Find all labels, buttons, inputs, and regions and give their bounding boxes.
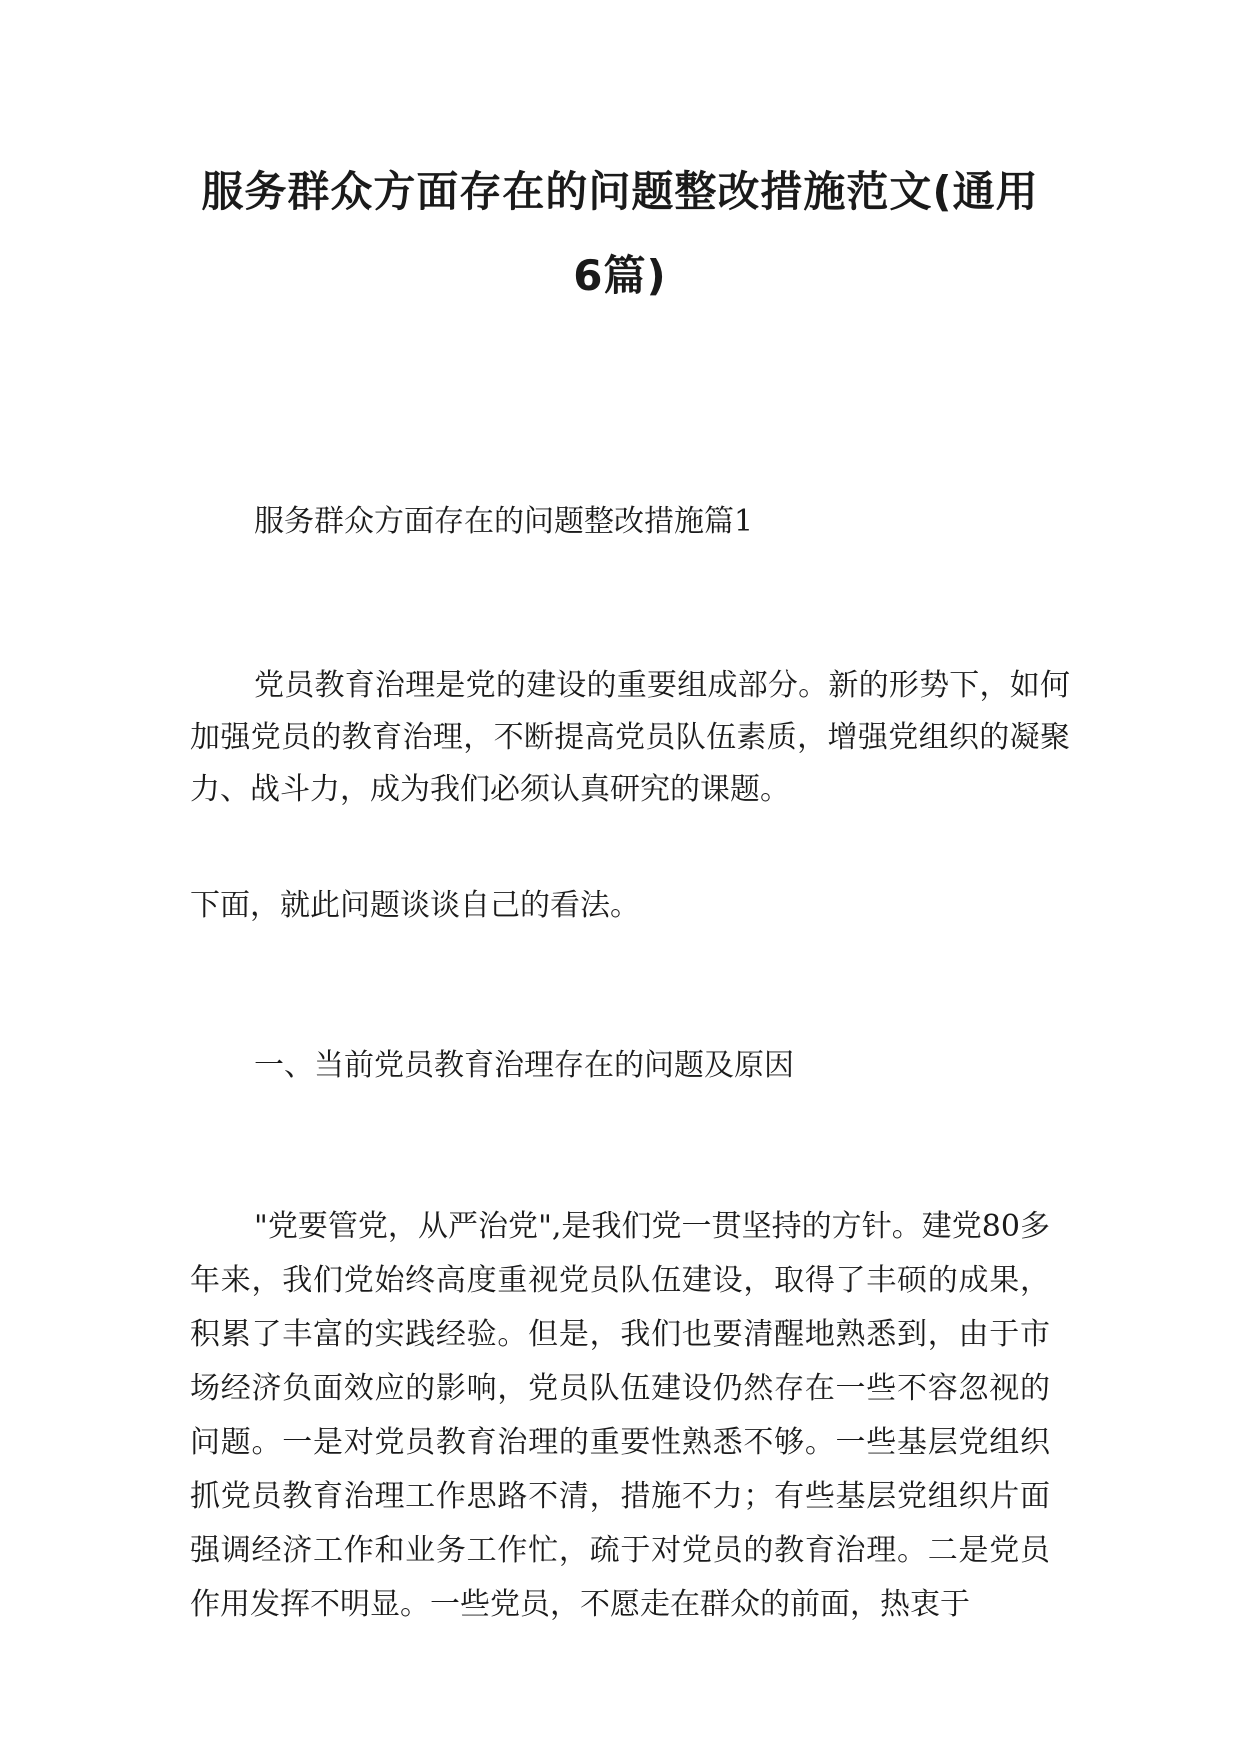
document-title: 服务群众方面存在的问题整改措施范文(通用6篇) (201, 167, 1039, 300)
subheading: 一、当前党员教育治理存在的问题及原因 (254, 1048, 794, 1083)
body-paragraph: "党要管党，从严治党",是我们党一贯坚持的方针。建党80多年来，我们党始终高度重视党员队伍建设，取得了丰硕的成果，积累了丰富的实践经验。但是，我们也要清醒地熟悉到，由于市场经济负面效应的影响，党员队伍建设仍然存在一些不容忽视的问题。一是对党员教育治理的重要性熟悉不够。一些基层党组织抓党员教育治理工作思路不清，措施不力；有些基层党组织片面强调经济工作和业务工作忙，疏于对党员的教育治理。二是党员作用发挥不明显。一些党员，不愿走在群众的前面，热衷于 (190, 1209, 1050, 1622)
section-heading: 服务群众方面存在的问题整改措施篇1 (254, 504, 754, 539)
transition-paragraph: 下面，就此问题谈谈自己的看法。 (190, 888, 640, 923)
intro-paragraph: 党员教育治理是党的建设的重要组成部分。新的形势下，如何加强党员的教育治理，不断提高党员队伍素质，增强党组织的凝聚力、战斗力，成为我们必须认真研究的课题。 (190, 668, 1070, 807)
